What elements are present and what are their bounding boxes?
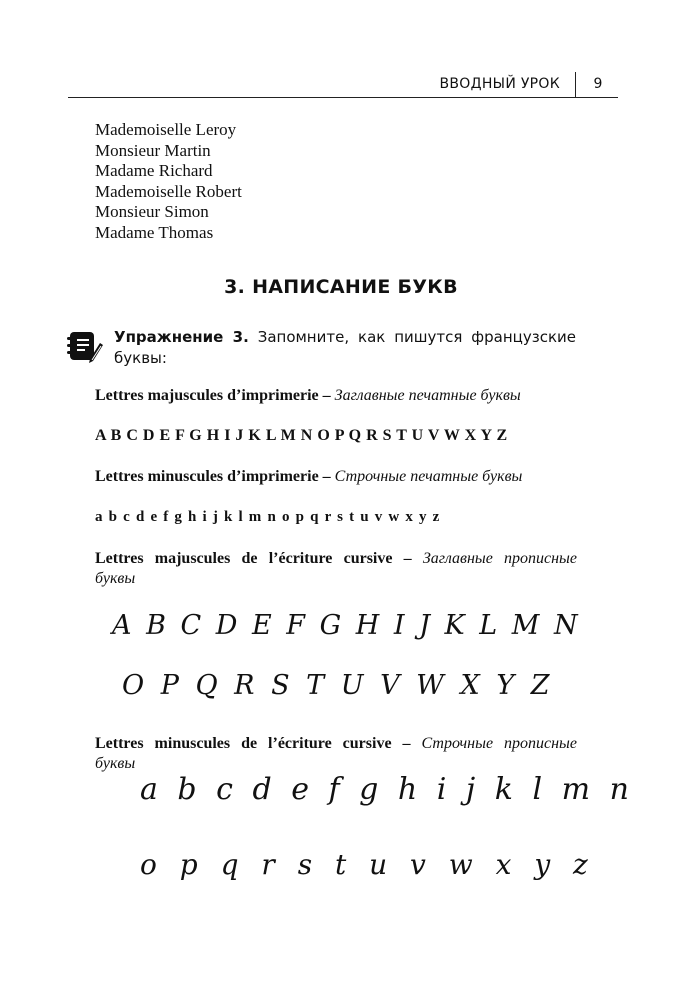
- list-item: Mademoiselle Leroy: [95, 120, 237, 139]
- heading-cursive-uppercase: [95, 548, 577, 570]
- list-item: Monsieur Martin: [95, 140, 211, 160]
- heading-russian: Заглавные прописные: [422, 550, 577, 567]
- heading-french: Lettres majuscules de l’écriture cursive –: [95, 550, 412, 567]
- alphabet-cursive-lowercase-row2: o p q r s t u v w x y z: [140, 848, 595, 881]
- heading-russian: Строчные прописные: [421, 735, 577, 752]
- header-rule: [68, 97, 618, 98]
- exercise-body: Запомните, как пишутся французские буквы:: [114, 328, 576, 367]
- names-list: [95, 120, 242, 243]
- list-item: Madame Thomas: [95, 222, 214, 242]
- heading-russian: Заглавные печатные буквы: [334, 387, 521, 404]
- heading-french: Lettres majuscules d’imprimerie –: [95, 387, 331, 404]
- heading-russian: Строчные печатные буквы: [334, 468, 523, 485]
- heading-russian-continued: буквы: [95, 570, 136, 587]
- alphabet-print-lowercase: a b c d e f g h i j k l m n o p q r s t u v w x y z: [95, 509, 441, 525]
- notebook-pencil-icon: [66, 329, 104, 365]
- running-header: [68, 72, 618, 98]
- heading-print-uppercase: [95, 385, 577, 407]
- heading-french: Lettres minuscules de l’écriture cursive –: [95, 735, 411, 752]
- exercise-instruction: [114, 327, 576, 369]
- alphabet-cursive-uppercase-row1: A B C D E F G H I J K L M N: [112, 610, 581, 641]
- running-title: ВВОДНЫЙ УРОК: [439, 76, 560, 92]
- page-number: 9: [593, 76, 603, 92]
- alphabet-cursive-lowercase-row1: a b c d e f g h i j k l m n: [140, 772, 634, 807]
- heading-french: Lettres minuscules d’imprimerie –: [95, 468, 331, 485]
- heading-cursive-lowercase: [95, 733, 577, 755]
- exercise-label: Упражнение 3.: [114, 328, 249, 346]
- heading-print-lowercase: [95, 466, 577, 488]
- heading-russian-continued: буквы: [95, 755, 136, 772]
- alphabet-cursive-uppercase-row2: O P Q R S T U V W X Y Z: [122, 670, 554, 701]
- list-item: Monsieur Simon: [95, 202, 209, 221]
- section-title: 3. НАПИСАНИЕ БУКВ: [224, 276, 458, 298]
- list-item: Madame Richard: [95, 161, 213, 180]
- header-separator: [575, 72, 576, 98]
- list-item: Mademoiselle Robert: [95, 181, 242, 201]
- alphabet-print-uppercase: A B C D E F G H I J K L M N O P Q R S T U V W X Y Z: [95, 427, 508, 444]
